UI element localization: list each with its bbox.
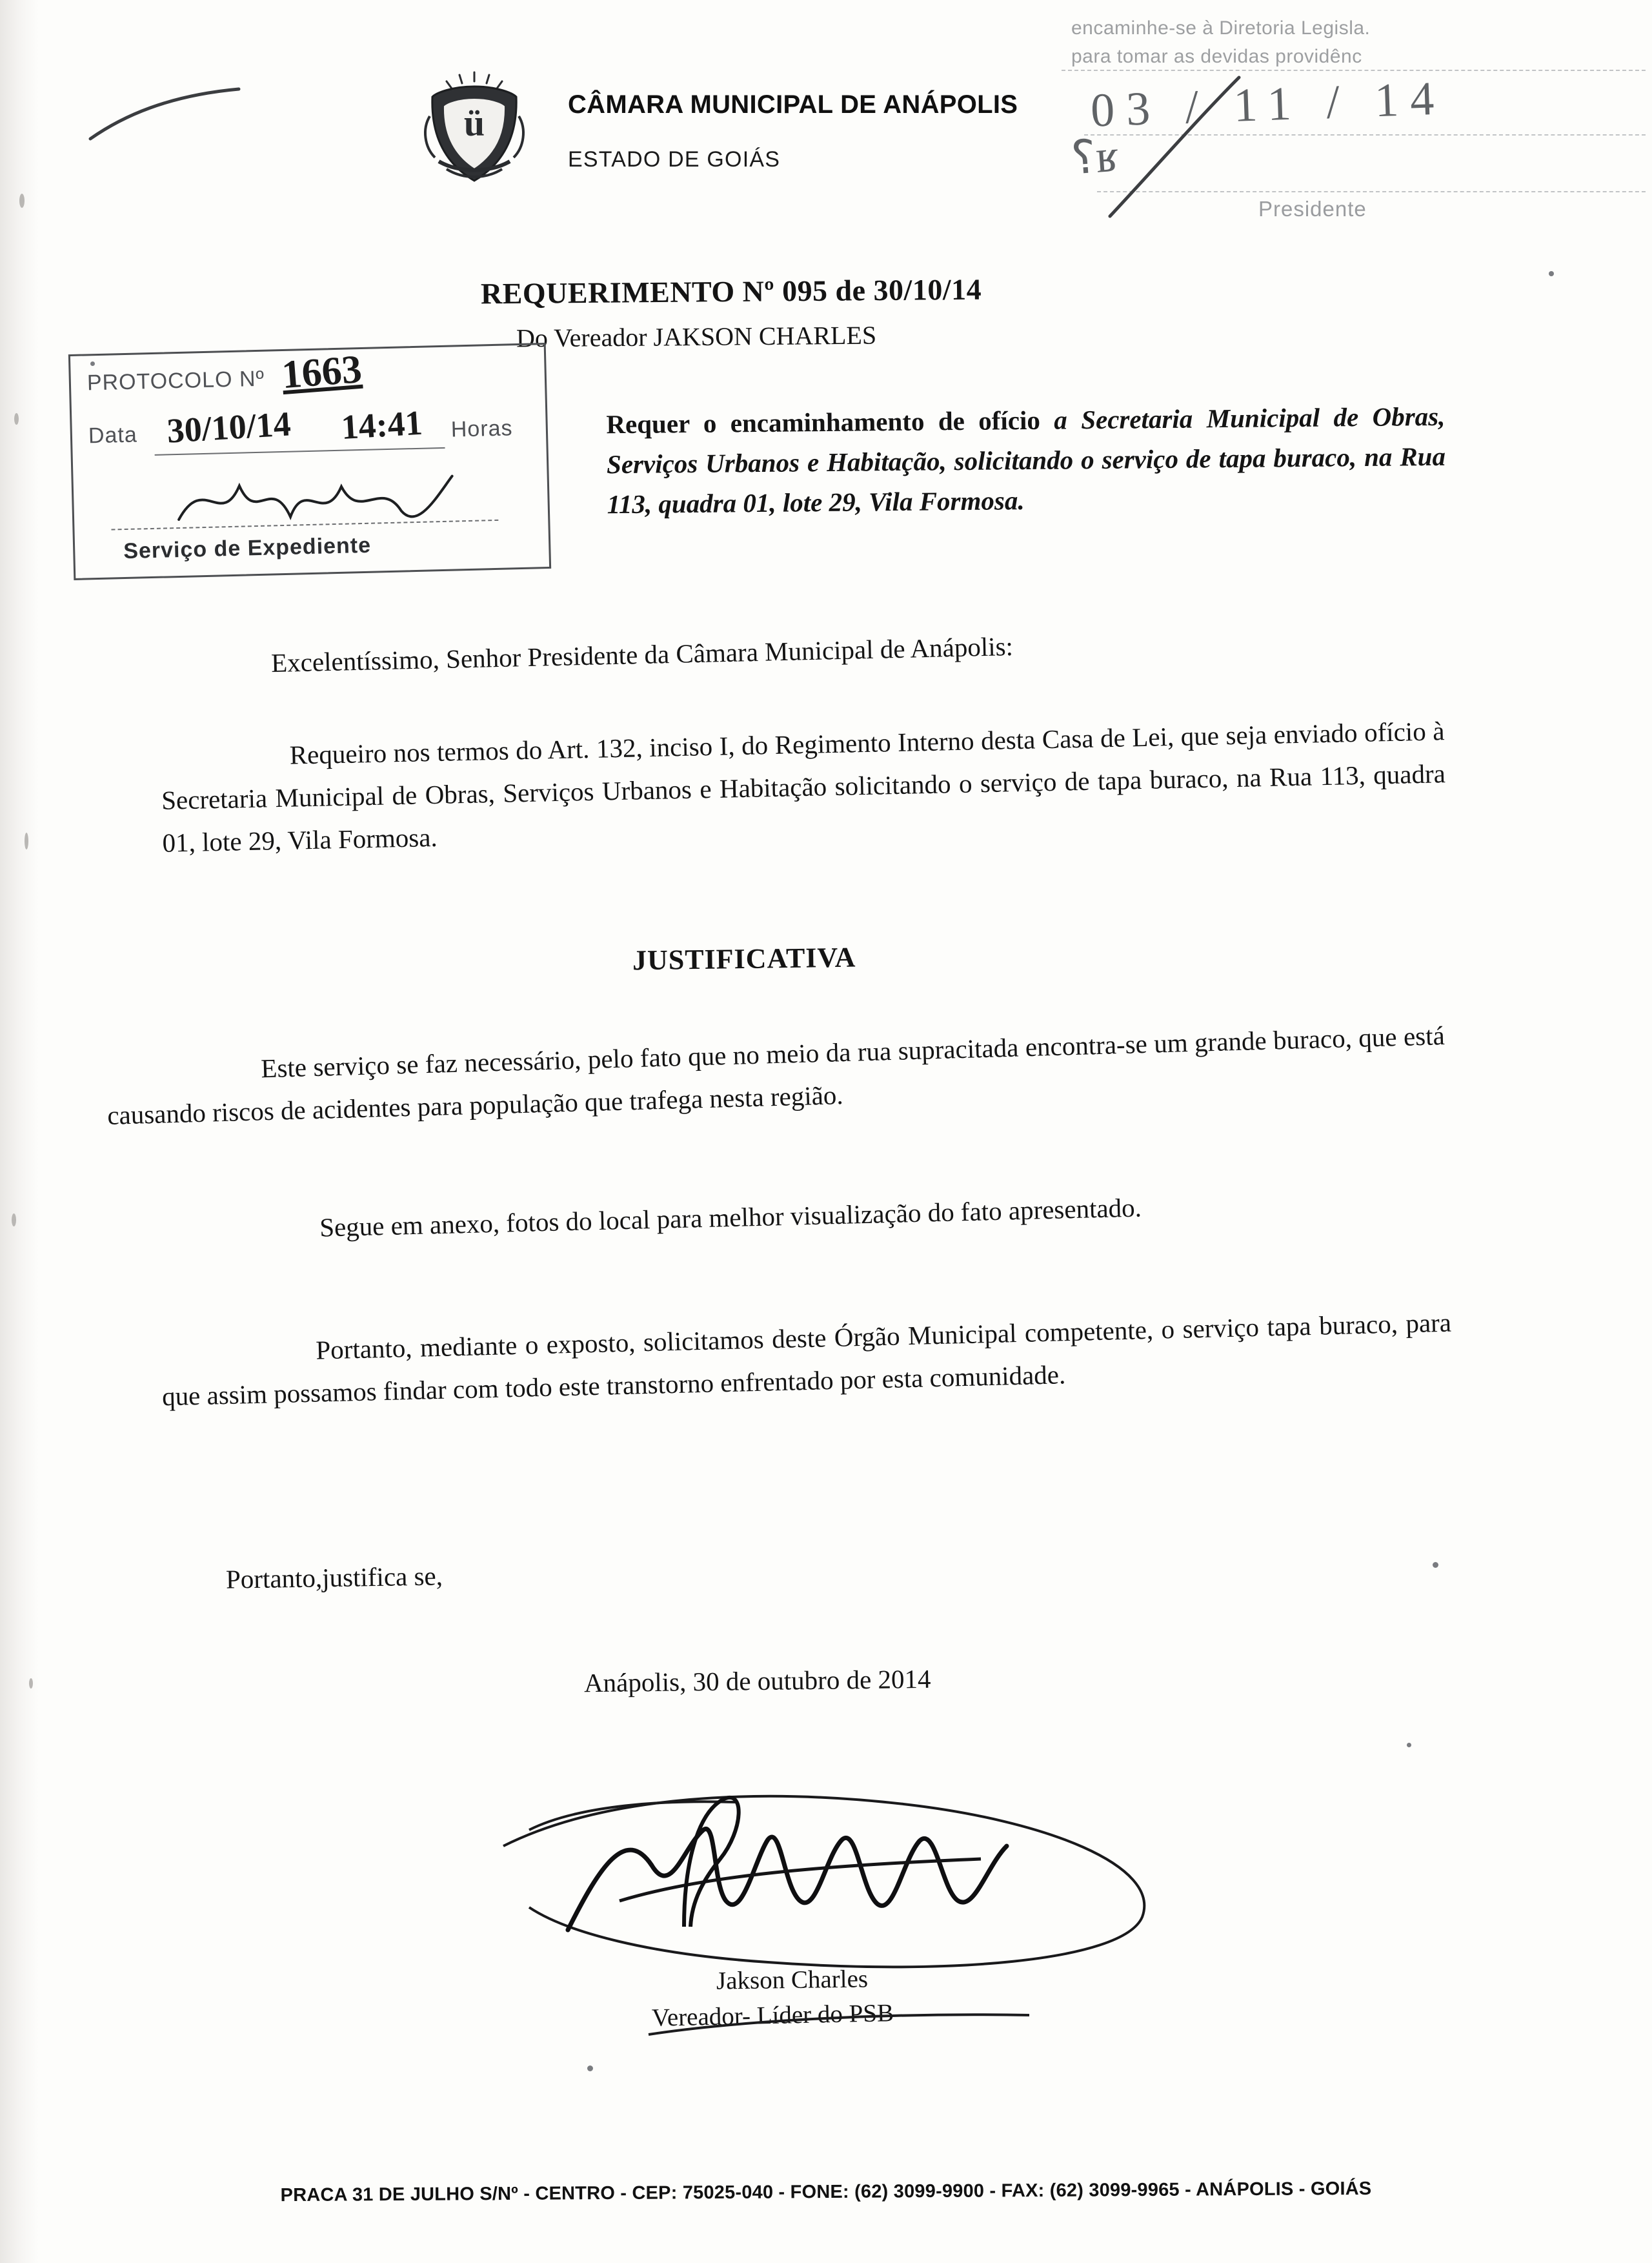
- dispatch-rubric: ⸮ʁ: [1069, 129, 1121, 185]
- dispatch-note-line-1: encaminhe-se à Diretoria Legisla.: [1071, 17, 1371, 39]
- scan-speck: [25, 833, 28, 849]
- justification-heading: JUSTIFICATIVA: [632, 941, 856, 977]
- protocol-number-label: PROTOCOLO Nº: [86, 366, 265, 396]
- document-summary: [606, 396, 1446, 524]
- protocol-stamp: [68, 343, 551, 580]
- protocol-date-label: Data: [88, 422, 138, 449]
- scan-speck: [12, 1213, 16, 1226]
- paragraph-indent: [106, 1077, 261, 1082]
- document-closing: Portanto,justifica se,: [225, 1561, 443, 1594]
- signature-role-strike: [645, 2001, 1032, 2046]
- scan-speck: [14, 413, 19, 425]
- signature-slash-mark: [1084, 71, 1252, 226]
- document-title: REQUERIMENTO Nº 095 de 30/10/14: [480, 272, 982, 310]
- signature-role: Vereador- Líder do PSB: [651, 1999, 894, 2032]
- protocol-rubric-signature: [168, 451, 460, 542]
- paragraph-indent: [172, 1237, 320, 1241]
- paragraph-indent: [161, 764, 290, 767]
- summary-lead: Requer o encaminhamento de ofício: [606, 405, 1041, 440]
- dispatch-note-line-2: para tomar as devidas providênc: [1071, 46, 1362, 67]
- protocol-number-value: 1663: [280, 347, 364, 398]
- document-paragraph-3: [170, 1179, 1449, 1252]
- paragraph-1-text: Requeiro nos termos do Art. 132, inciso I, do Regimento Interno desta Casa de Lei, que seja enviado ofício à Secretaria Municipal de Obras, Serviços Urbanos e Habitação solicitando o serviço de tapa buraco, na Rua 113, quadra 01, lote 29, Vila Formosa.: [161, 716, 1446, 858]
- document-vocative: Excelentíssimo, Senhor Presidente da Câmara Municipal de Anápolis:: [270, 631, 1014, 678]
- document-paragraph-4: [161, 1301, 1453, 1418]
- coat-of-arms-icon: [413, 71, 536, 194]
- document-place-date: Anápolis, 30 de outubro de 2014: [583, 1663, 931, 1698]
- paragraph-4-text: Portanto, mediante o exposto, solicitamos deste Órgão Municipal competente, o serviço tapa buraco, para que assim possamos findar com todo este transtorno enfrentado por esta comunidade.: [161, 1307, 1452, 1412]
- pen-stroke-mark: [84, 77, 252, 148]
- scan-speck: [29, 1678, 33, 1689]
- paragraph-2-text: Este serviço se faz necessário, pelo fato que no meio da rua supracitada encontra-se um grande buraco, que está causando riscos de acidentes para população que trafega nesta região.: [106, 1020, 1446, 1130]
- signature-name: Jakson Charles: [716, 1965, 869, 1995]
- paragraph-indent: [161, 1359, 316, 1363]
- page-footer: PRACA 31 DE JULHO S/Nº - CENTRO - CEP: 75025-040 - FONE: (62) 3099-9900 - FAX: (62) 3099-9965 - ANÁPOLIS - GOIÁS: [280, 2178, 1372, 2206]
- handwritten-signature: [490, 1769, 1213, 1988]
- presidency-dispatch-note: [1071, 14, 1633, 71]
- scan-speck: [1407, 1743, 1411, 1747]
- document-paragraph-2: [106, 1014, 1447, 1137]
- scan-speck: [1433, 1562, 1438, 1568]
- scan-speck: [19, 194, 25, 208]
- dispatch-reference-date: 03 / 11 / 14: [1089, 72, 1447, 137]
- summary-rest: a Secretaria Municipal de Obras, Serviços Urbanos e Habitação, solicitando o serviço de tapa buraco, na Rua 113, quadra 01, lote 29, Vila Formosa.: [606, 401, 1446, 520]
- scan-edge-shadow: [0, 0, 39, 2263]
- scan-speck: [587, 2065, 593, 2071]
- organization-title: CÂMARA MUNICIPAL DE ANÁPOLIS: [568, 90, 1018, 119]
- organization-subtitle: ESTADO DE GOIÁS: [568, 147, 781, 172]
- protocol-hours-label: Horas: [450, 416, 513, 442]
- svg-text:ü: ü: [463, 102, 485, 144]
- dispatch-role-label: Presidente: [1258, 197, 1367, 221]
- protocol-department-label: Serviço de Expediente: [123, 533, 372, 564]
- paragraph-3-text: Segue em anexo, fotos do local para melhor visualização do fato apresentado.: [319, 1192, 1142, 1243]
- document-author-line: Do Vereador JAKSON CHARLES: [516, 320, 877, 353]
- scan-speck: [1549, 271, 1554, 276]
- document-paragraph-1: [160, 709, 1447, 864]
- protocol-date-value: 30/10/14: [166, 404, 292, 451]
- protocol-time-value: 14:41: [339, 403, 424, 447]
